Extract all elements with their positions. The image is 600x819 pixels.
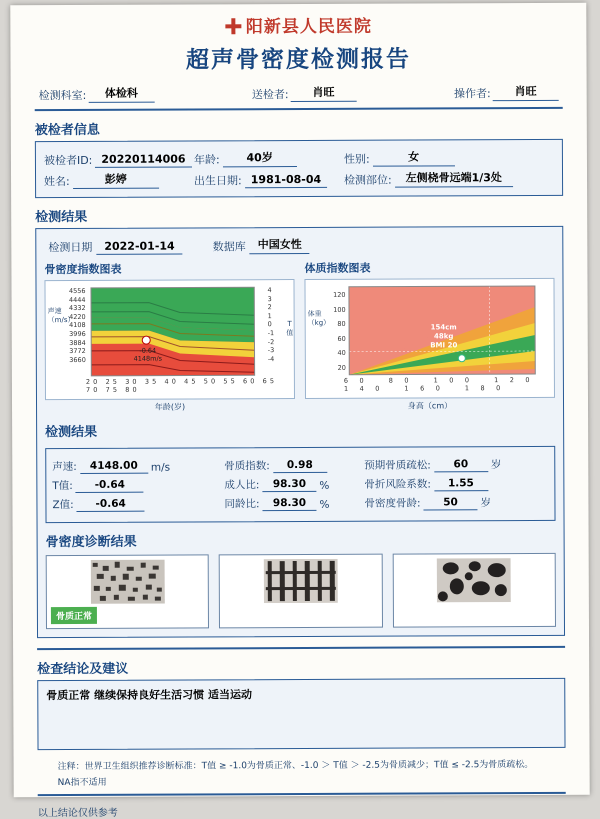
- detail-row-1: [52, 457, 548, 474]
- medical-cross-icon: [225, 18, 241, 34]
- patient-site-value: 左侧桡骨远端1/3处: [395, 169, 513, 188]
- bmd-y2-axis-label: T 值: [284, 320, 296, 338]
- diagnosis-section-title: 骨密度诊断结果: [46, 529, 556, 550]
- bmi-y-ticks: 120 100 80 60 40 20: [320, 288, 346, 375]
- bone-age-unit: 岁: [480, 495, 491, 510]
- patient-sex-label: 性别:: [344, 151, 370, 167]
- patient-id-value: 20220114006: [95, 152, 191, 167]
- result-section-title: 检测结果: [35, 204, 563, 225]
- sender-label: 送检者:: [252, 86, 289, 102]
- sos-field: [52, 458, 224, 474]
- bone-index-label: 骨质指数:: [224, 458, 270, 473]
- t-value-value: -0.64: [76, 479, 144, 493]
- dept-label: 检测科室:: [39, 87, 87, 103]
- osteoporosis-value: 60: [434, 458, 488, 472]
- patient-name-label: 姓名:: [44, 173, 70, 189]
- dept-value: 体检科: [88, 85, 154, 103]
- bone-texture-icon: [90, 560, 164, 604]
- peer-ratio-value: 98.30: [262, 497, 316, 511]
- bmd-y-axis-label: 声速（m/s）: [48, 307, 62, 325]
- bmi-chart-wrapper: [304, 259, 555, 412]
- bmi-x-axis-label: 身高（cm）: [305, 400, 555, 412]
- result-section: [35, 204, 565, 638]
- z-value-label: Z值:: [52, 497, 73, 512]
- bone-age-value: 50: [423, 496, 477, 510]
- detail-box: [45, 446, 555, 523]
- footer-text: 以上结论仅供参考: [38, 802, 566, 819]
- adult-ratio-value: 98.30: [262, 478, 316, 492]
- sos-value: 4148.00: [80, 460, 148, 474]
- adult-ratio-unit: %: [319, 480, 329, 492]
- detail-section-title: 检测结果: [45, 419, 555, 440]
- operator-field: [454, 83, 559, 101]
- header-meta-row: [39, 83, 559, 103]
- t-value-field: [52, 477, 224, 493]
- patient-age-label: 年龄:: [194, 151, 220, 167]
- fracture-risk-field: [364, 476, 491, 492]
- patient-id-label: 被检者ID:: [44, 152, 92, 168]
- database-label: 数据库: [213, 238, 246, 254]
- patient-site-label: 检测部位:: [344, 172, 392, 188]
- bone-image-2: [219, 554, 383, 629]
- sender-field: [252, 84, 357, 102]
- detail-row-3: [52, 495, 548, 512]
- bmd-y2-ticks: 4 3 2 1 0 -1 -2 -3 -4: [268, 286, 280, 363]
- exam-date-label: 检测日期: [48, 239, 92, 255]
- report-page: [10, 3, 589, 798]
- bmi-x-ticks: 60 80 100 120 140 160 180: [344, 376, 554, 393]
- bone-age-label: 骨密度骨龄:: [364, 495, 420, 510]
- z-value-value: -0.64: [77, 498, 145, 512]
- patient-age-value: 40岁: [223, 149, 297, 167]
- page-title: 超声骨密度检测报告: [10, 40, 586, 76]
- conclusion-divider: [37, 646, 565, 650]
- t-value-label: T值:: [52, 478, 73, 493]
- bmi-point-label: 154cm 48kg BMI 20: [414, 323, 474, 350]
- diagnosis-images: [46, 553, 556, 629]
- bmd-y-ticks: 4556 4444 4332 4220 4108 3996 3884 3772 3660: [60, 287, 86, 364]
- osteoporosis-field: [364, 457, 501, 473]
- patient-section: [35, 117, 563, 198]
- result-box: [35, 226, 565, 638]
- bmd-data-point: [142, 336, 151, 345]
- patient-birth-field: [194, 170, 344, 189]
- conclusion-section-title: 检查结论及建议: [37, 656, 565, 677]
- bone-texture-icon: [437, 558, 511, 602]
- conclusion-text: 骨质正常 继续保持良好生活习惯 适当运动: [46, 685, 556, 703]
- conclusion-box: [37, 678, 565, 750]
- patient-info-box: [35, 139, 563, 198]
- patient-sex-field: [344, 148, 534, 167]
- patient-birth-label: 出生日期:: [194, 172, 242, 188]
- note-line-2: NA指不适用: [58, 774, 566, 790]
- fracture-risk-value: 1.55: [434, 477, 488, 491]
- bone-index-field: [224, 458, 364, 474]
- bone-index-value: 0.98: [273, 459, 327, 473]
- patient-row-2: [44, 169, 554, 189]
- operator-value: 肖旺: [493, 83, 559, 101]
- bmd-x-ticks: 20 25 30 35 40 45 50 55 60 65 70 75 80: [86, 377, 294, 394]
- patient-birth-value: 1981-08-04: [245, 173, 327, 188]
- operator-label: 操作者:: [454, 85, 491, 101]
- note-line-1: 注释：世界卫生组织推荐诊断标准：T值 ≥ -1.0为骨质正常、-1.0 ＞ T值 ＞ -2.5为骨质减少；T值 ≤ -2.5为骨质疏松。: [58, 758, 566, 774]
- bone-image-1: [46, 554, 210, 629]
- detail-row-2: [52, 476, 548, 493]
- peer-ratio-field: [224, 496, 364, 512]
- exam-date-value: 2022-01-14: [96, 240, 182, 255]
- bmi-data-point: [458, 354, 466, 362]
- patient-site-field: [344, 169, 534, 188]
- fracture-risk-label: 骨折风险系数:: [364, 476, 431, 491]
- patient-sex-value: 女: [373, 148, 455, 166]
- bone-age-field: [364, 495, 491, 511]
- osteoporosis-label: 预期骨质疏松:: [364, 457, 431, 472]
- adult-ratio-field: [224, 477, 364, 493]
- bone-image-3: [392, 553, 556, 628]
- bmi-y-axis-label: 体重（kg）: [308, 310, 322, 328]
- peer-ratio-label: 同龄比:: [224, 496, 259, 511]
- charts-row: [44, 259, 555, 413]
- footer-divider: [38, 792, 566, 796]
- adult-ratio-label: 成人比:: [224, 477, 259, 492]
- bmi-chart: [304, 278, 555, 399]
- hospital-name: [10, 11, 586, 39]
- sos-unit: m/s: [151, 462, 170, 474]
- database-value: 中国女性: [250, 236, 310, 254]
- conclusion-section: [37, 656, 565, 750]
- bmi-chart-title: 体质指数图表: [304, 259, 554, 276]
- patient-name-value: 彭婷: [73, 171, 159, 189]
- sender-value: 肖旺: [290, 84, 356, 102]
- peer-ratio-unit: %: [319, 499, 329, 511]
- dept-field: [39, 85, 155, 104]
- patient-id-field: [44, 149, 194, 168]
- bmd-chart: [44, 279, 295, 400]
- bone-texture-icon: [264, 559, 338, 603]
- patient-age-field: [194, 149, 344, 168]
- bmd-x-axis-label: 年龄(岁): [45, 401, 295, 413]
- diagnosis-tag: 骨质正常: [51, 607, 97, 624]
- header-divider: [35, 107, 563, 111]
- patient-row-1: [44, 148, 554, 168]
- patient-section-title: 被检者信息: [35, 117, 563, 138]
- sos-label: 声速:: [52, 459, 77, 474]
- result-meta-row: [48, 235, 554, 255]
- z-value-field: [52, 496, 224, 512]
- bmd-chart-title: 骨密度指数图表: [44, 260, 294, 277]
- hospital-name-text: 阳新县人民医院: [246, 17, 372, 38]
- osteoporosis-unit: 岁: [491, 457, 502, 472]
- patient-name-field: [44, 170, 194, 189]
- bmd-point-label: -0.64 4148m/s: [120, 347, 176, 363]
- bmd-chart-wrapper: [44, 260, 295, 413]
